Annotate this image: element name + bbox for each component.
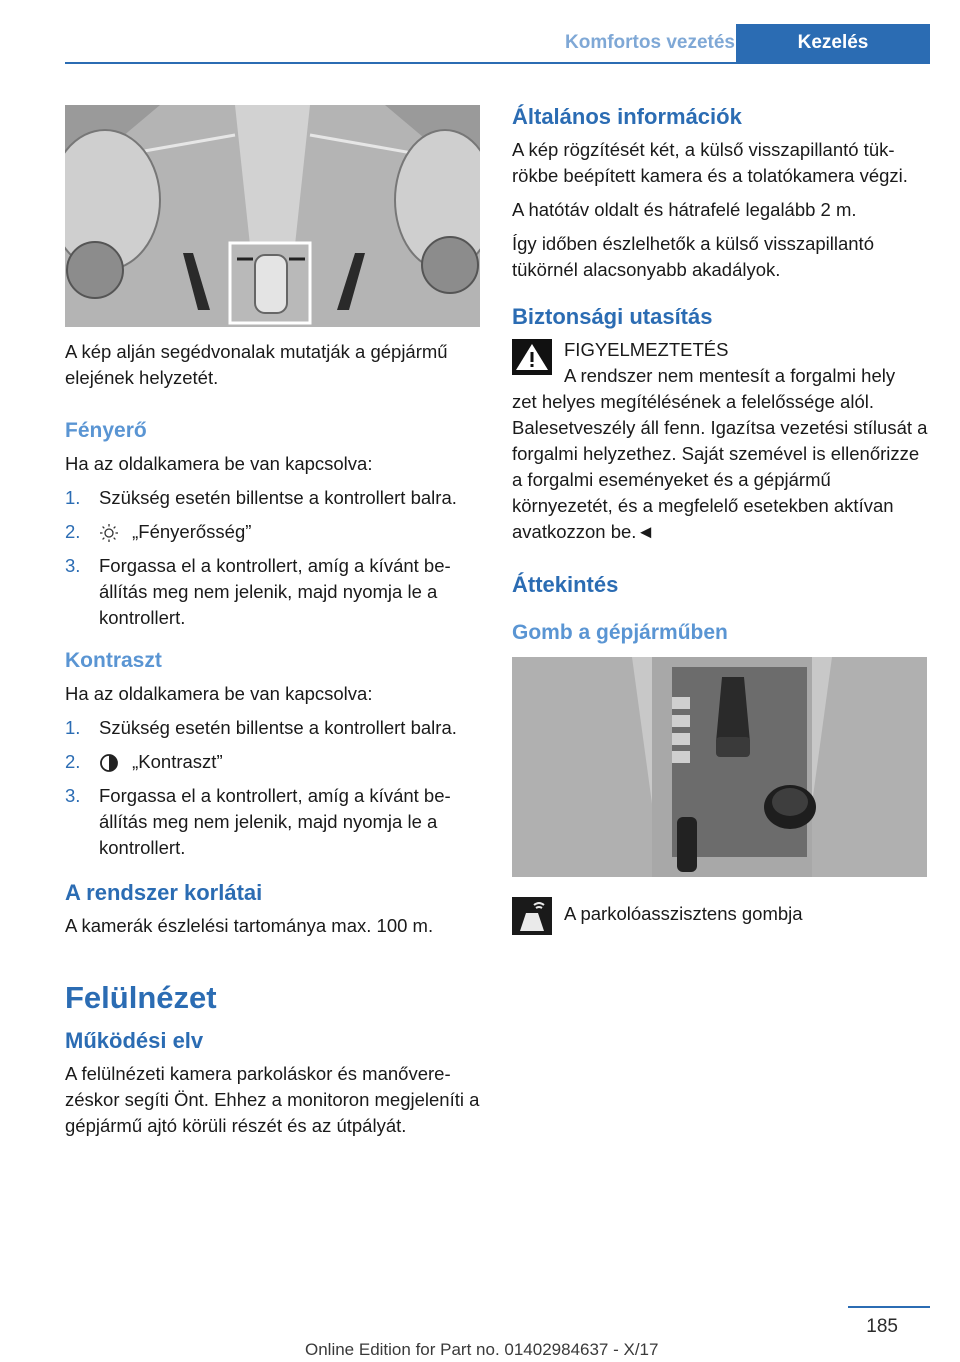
page-header <box>65 24 930 64</box>
safety-heading: Biztonsági utasítás <box>512 304 713 329</box>
section-title: Komfortos vezetés <box>565 32 735 53</box>
limits-text: A kamerák észlelési tartománya max. 100 m. <box>65 915 434 936</box>
limits-heading: A rendszer korlátai <box>65 880 263 905</box>
warning-icon <box>512 339 552 375</box>
contrast-intro: Ha az oldalkamera be van kapcsolva: <box>65 683 373 704</box>
figure-caption: A kép alján segédvonalak mutatják a gépjármű elejének helyzetét. <box>65 341 448 388</box>
button-heading: Gomb a gépjárműben <box>512 621 728 644</box>
topview-title: Felülnézet <box>65 980 217 1015</box>
warning-text-first: A rendszer nem mentesít a forgalmi hely <box>564 365 896 386</box>
right-column <box>512 103 930 937</box>
list-item: 2. „Fényerősség” <box>65 521 252 542</box>
list-item: 3. Forgassa el a kontrollert, amíg a kívánt beállítás meg nem jelenik, majd nyomja le a kontrollert. <box>65 555 451 628</box>
general-heading: Általános információk <box>512 104 742 129</box>
general-p1: A kép rögzítését két, a külső visszapillantó tükrökbe beépített kamera és a tolatókamera végzi. <box>512 139 908 186</box>
left-column <box>65 105 485 1147</box>
page-number: 185 <box>866 1316 898 1337</box>
overview-heading: Áttekintés <box>512 572 619 597</box>
center-console-figure <box>512 657 927 877</box>
contrast-icon <box>99 753 119 773</box>
list-item: 1. Szükség esetén billentse a kontrollert balra. <box>65 717 457 738</box>
list-item: 1. Szükség esetén billentse a kontrollert balra. <box>65 487 457 508</box>
chapter-tab: Kezelés <box>736 24 930 62</box>
warning-text: zet helyes megítélésének a felelőssége alól. Balesetveszély áll fenn. Igazítsa vezetési stílusát a forgalmi helyzethez. Saját szemével is ellenőrizze a forgalmi eseményeket és a gépjármű környezetét, és a megfelelő esetekben aktívan avatkozzon be.◄ <box>512 391 928 542</box>
parking-button-caption: A parkolóasszisztens gombja <box>564 903 803 924</box>
general-p3: Így időben észlelhetők a külső visszapillantó tükörnél alacsonyabb akadályok. <box>512 233 874 280</box>
list-item: 2. „Kontraszt” <box>65 751 223 772</box>
warning-box <box>512 337 930 545</box>
list-item: 3. Forgassa el a kontrollert, amíg a kívánt beállítás meg nem jelenik, majd nyomja le a kontrollert. <box>65 785 451 858</box>
brightness-heading: Fényerő <box>65 419 147 442</box>
sun-icon <box>99 523 119 543</box>
parking-button-row <box>512 897 930 937</box>
warning-title: FIGYELMEZTETÉS <box>564 339 729 360</box>
principle-heading: Működési elv <box>65 1028 204 1053</box>
contrast-steps <box>65 715 485 861</box>
principle-text: A felülnézeti kamera parkoláskor és manőverezéskor segíti Önt. Ehhez a monitoron megjeleníti a gépjármű ajtó körüli részét és az útpályát. <box>65 1063 480 1136</box>
contrast-heading: Kontraszt <box>65 649 162 672</box>
brightness-intro: Ha az oldalkamera be van kapcsolva: <box>65 453 373 474</box>
brightness-steps <box>65 485 485 631</box>
edition-footer: Online Edition for Part no. 01402984637 - X/17 <box>305 1340 659 1359</box>
general-p2: A hatótáv oldalt és hátrafelé legalább 2 m. <box>512 199 857 220</box>
footer-rule <box>848 1306 930 1308</box>
parking-assistant-icon <box>512 897 552 935</box>
side-view-camera-figure <box>65 105 480 327</box>
